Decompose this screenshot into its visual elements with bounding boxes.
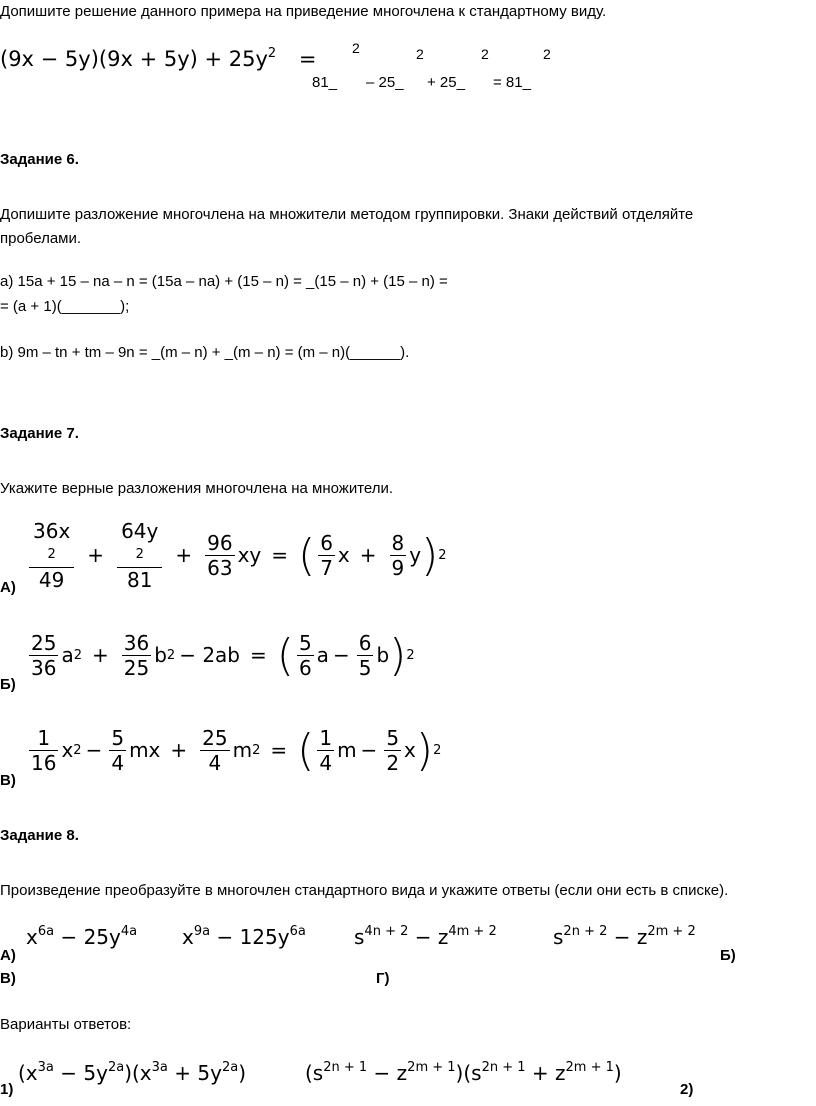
frac: $\frac{25}{36}$ [31, 630, 57, 680]
frac: $\frac{1}{4}$ [319, 725, 333, 775]
intro-exp-2: 2 [416, 46, 424, 62]
frac: $\frac{36}{25}$ [123, 630, 150, 680]
frac: $\frac{6}{5}$ [358, 630, 372, 680]
intro-lhs-sup: 2 [267, 46, 277, 61]
task7-instruction: Укажите верные разложения многочлена на множители. [0, 480, 394, 497]
task8-expr-1: $x^{6a} - 25y^{4a}$ [26, 924, 138, 949]
task8-label-g: Г) [376, 970, 390, 987]
task6-instruction-1: Допишите разложение многочлена на множители методом группировки. Знаки действий отделяйте [0, 206, 694, 223]
task8-heading: Задание 8. [0, 827, 79, 844]
task7-formula-b: $\frac{25}{36}$ a 2 + $\frac{36}{25}$ b 2 − 2ab = ( $\frac{5}{6}$ a − $\frac{6}{5}$ b ) 2 [31, 629, 415, 681]
frac: $\frac{5}{6}$ [298, 630, 312, 680]
task8-variant-1: $(x^{3a} - 5y^{2a})(x^{3a} + 5y^{2a})$ [18, 1060, 246, 1085]
intro-instruction: Допишите решение данного примера на приведение многочлена к стандартному виду. [0, 3, 607, 20]
task8-label-1: 1) [0, 1081, 14, 1098]
task7-label-a: А) [0, 579, 16, 596]
frac: 36x 2 49 [29, 519, 74, 592]
intro-ans-3: + 25_ [427, 74, 465, 91]
task7-heading: Задание 7. [0, 425, 79, 442]
frac: $\frac{5}{4}$ [111, 725, 125, 775]
task8-label-a: А) [0, 947, 16, 964]
task6-heading: Задание 6. [0, 151, 79, 168]
intro-exp-4: 2 [543, 46, 551, 62]
intro-eq: = [298, 47, 317, 71]
frac: $\frac{6}{7}$ [320, 530, 333, 580]
task8-label-2: 2) [680, 1081, 694, 1098]
task8-variant-2: $(s^{2n + 1} - z^{2m + 1})(s^{2n + 1} + z^{2m + 1})$ [305, 1060, 622, 1085]
task8-variants-label: Варианты ответов: [0, 1016, 132, 1033]
task7-label-c: В) [0, 772, 16, 789]
frac: $\frac{1}{16}$ [31, 725, 57, 775]
intro-ans-1: 81_ [312, 74, 338, 91]
task8-label-b: Б) [720, 947, 736, 964]
frac: $\frac{5}{2}$ [386, 725, 400, 775]
task8-expr-4: $s^{2n + 2} - z^{2m + 2}$ [553, 924, 696, 949]
task6-b-line1: b) 9m – tn + tm – 9n = _(m – n) + _(m – n) = (m – n)(______). [0, 344, 410, 361]
intro-exp-3: 2 [481, 46, 489, 62]
task7-formula-c: $\frac{1}{16}$ x 2 − $\frac{5}{4}$ mx + $\frac{25}{4}$ m 2 = ( $\frac{1}{4}$ m − $\frac{5}{2}$ x ) 2 [31, 724, 442, 776]
frac: 64y 2 81 [117, 519, 162, 592]
task8-instruction: Произведение преобразуйте в многочлен стандартного вида и укажите ответы (если они есть в списке). [0, 882, 729, 899]
intro-exp-1: 2 [352, 40, 360, 56]
task7-formula-a: 36x 2 49 + 64y 2 81 + $\frac{96}{63}$ xy = ( $\frac{6}{7}$ x + $\frac{8}{9}$ y ) 2 [26, 520, 447, 590]
intro-ans-4: = 81_ [493, 74, 531, 91]
intro-lhs [0, 46, 317, 71]
intro-ans-2: – 25_ [366, 74, 404, 91]
task7-label-b: Б) [0, 676, 16, 693]
frac: $\frac{96}{63}$ [207, 530, 233, 580]
task6-instruction-2: пробелами. [0, 230, 82, 247]
task8-expr-3: $s^{4n + 2} - z^{4m + 2}$ [354, 924, 497, 949]
intro-lhs-expr: (9x − 5y)(9x + 5y) + 25y [0, 47, 268, 71]
task8-label-v: В) [0, 970, 16, 987]
task6-a-line1: a) 15a + 15 – na – n = (15a – na) + (15 – n) = _(15 – n) + (15 – n) = [0, 273, 448, 290]
frac: $\frac{25}{4}$ [202, 725, 228, 775]
frac: $\frac{8}{9}$ [391, 530, 405, 580]
task8-expr-2: $x^{9a} - 125y^{6a}$ [182, 924, 306, 949]
task6-a-line2: = (a + 1)(_______); [0, 298, 130, 315]
